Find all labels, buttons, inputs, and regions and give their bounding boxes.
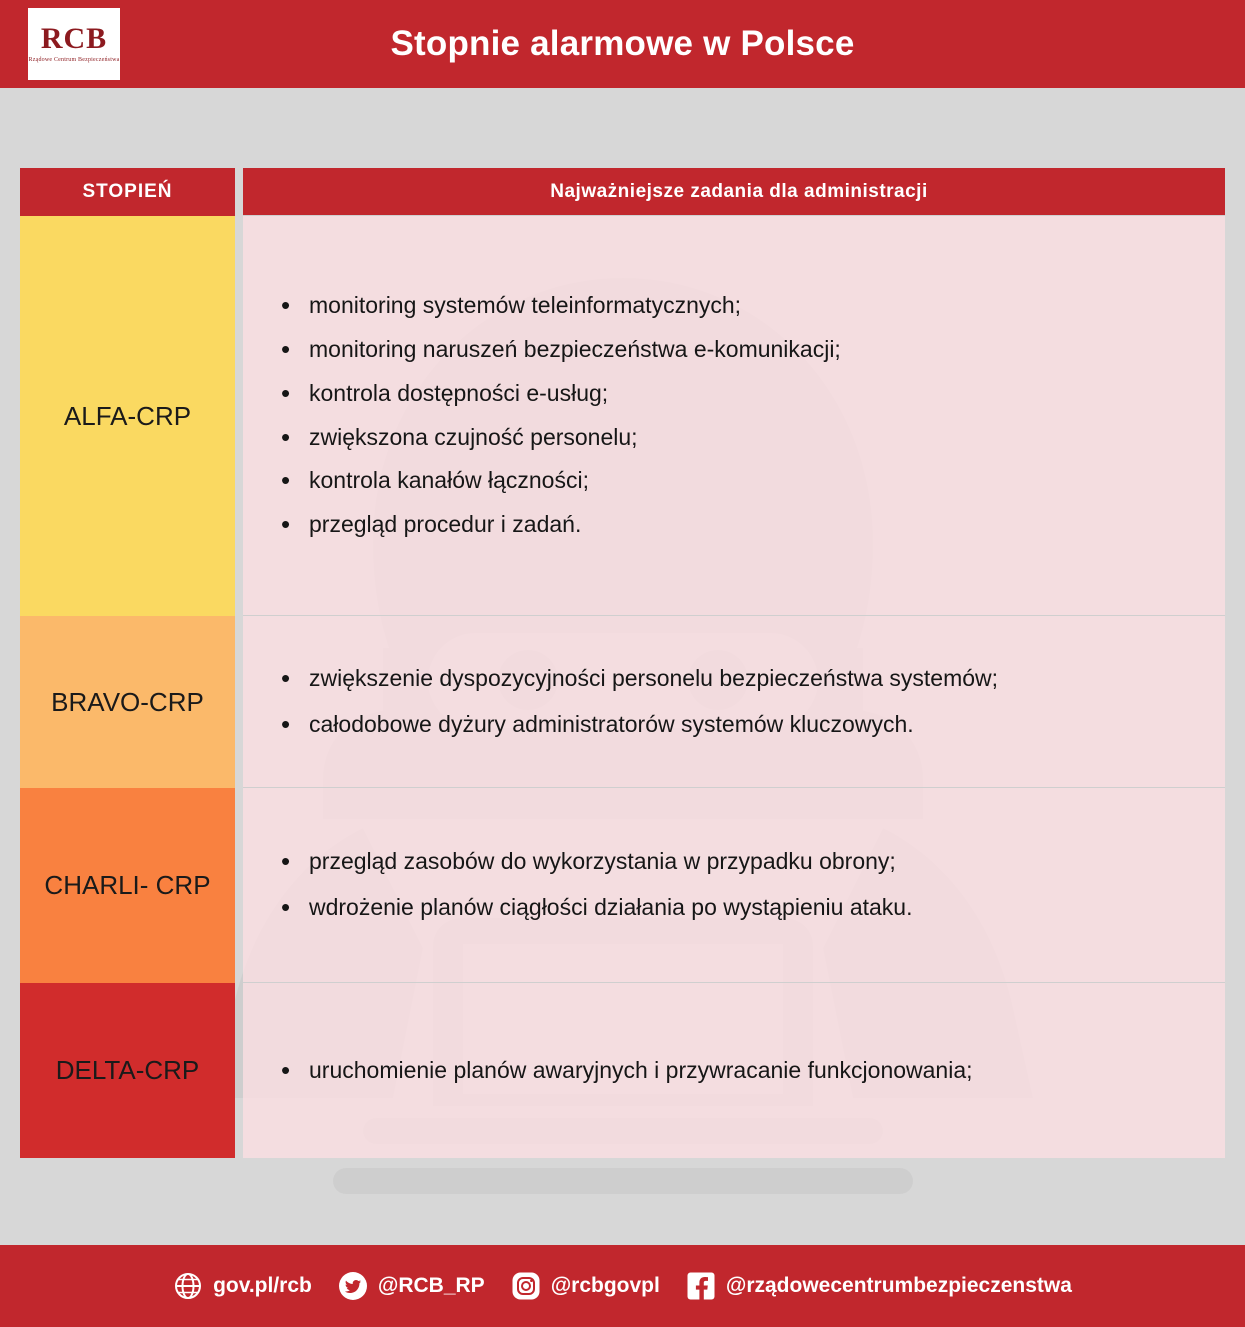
tasks-list <box>279 831 1199 939</box>
list-item: • kontrola dostępności e-usług; <box>279 379 1199 409</box>
page-footer <box>0 1245 1245 1327</box>
footer-label: @RCB_RP <box>377 1274 485 1297</box>
level-cell-bravo <box>20 616 235 788</box>
footer-label: @rządowecentrumbezpieczenstwa <box>725 1274 1072 1297</box>
instagram-icon <box>511 1271 541 1301</box>
tasks-list <box>279 1056 1199 1086</box>
tasks-list <box>279 648 1199 756</box>
list-item: • kontrola kanałów łączności; <box>279 466 1199 496</box>
footer-label: @rcbgovpl <box>550 1274 660 1297</box>
footer-link-website[interactable] <box>173 1271 312 1301</box>
table-row <box>20 983 1225 1158</box>
level-label: ALFA-CRP <box>63 400 192 431</box>
tasks-list <box>279 277 1199 554</box>
table-row <box>20 216 1225 616</box>
page-title: Stopnie alarmowe w Polsce <box>390 24 855 63</box>
footer-link-twitter[interactable] <box>338 1271 485 1301</box>
list-item: • całodobowe dyżury administratorów systemów kluczowych. <box>279 710 1199 740</box>
tasks-cell-delta <box>243 983 1225 1158</box>
level-cell-delta <box>20 983 235 1158</box>
tasks-cell-charli <box>243 788 1225 983</box>
logo-subtitle: Rządowe Centrum Bezpieczeństwa <box>28 56 120 63</box>
list-item: • przegląd zasobów do wykorzystania w przypadku obrony; <box>279 847 1199 877</box>
twitter-icon <box>338 1271 368 1301</box>
list-item: • wdrożenie planów ciągłości działania po wystąpieniu ataku. <box>279 893 1199 923</box>
level-label: CHARLI- CRP <box>44 870 211 900</box>
table-row <box>20 788 1225 983</box>
level-cell-alfa <box>20 216 235 616</box>
column-header-level: STOPIEŃ <box>20 168 235 216</box>
list-item: • zwiększenie dyspozycyjności personelu bezpieczeństwa systemów; <box>279 664 1199 694</box>
alert-levels-table <box>20 168 1225 1158</box>
list-item: • uruchomienie planów awaryjnych i przywracanie funkcjonowania; <box>279 1056 1199 1086</box>
footer-link-facebook[interactable] <box>686 1271 1072 1301</box>
page-header <box>0 0 1245 88</box>
footer-link-instagram[interactable] <box>511 1271 660 1301</box>
facebook-icon <box>686 1271 716 1301</box>
footer-label: gov.pl/rcb <box>213 1274 312 1297</box>
level-label: BRAVO-CRP <box>51 686 204 717</box>
tasks-cell-bravo <box>243 616 1225 788</box>
content-area <box>0 88 1245 1245</box>
table-row <box>20 616 1225 788</box>
list-item: • zwiększona czujność personelu; <box>279 423 1199 453</box>
level-label: DELTA-CRP <box>55 1055 200 1085</box>
list-item: • przegląd procedur i zadań. <box>279 510 1199 540</box>
logo-acronym: RCB <box>40 21 108 55</box>
rcb-logo <box>28 8 123 80</box>
globe-icon <box>173 1271 203 1301</box>
table-header-row <box>20 168 1225 216</box>
list-item: • monitoring naruszeń bezpieczeństwa e-komunikacji; <box>279 335 1199 365</box>
tasks-cell-alfa <box>243 216 1225 616</box>
list-item: • monitoring systemów teleinformatycznych; <box>279 291 1199 321</box>
level-cell-charli <box>20 788 235 983</box>
column-header-tasks: Najważniejsze zadania dla administracji <box>243 168 1225 216</box>
